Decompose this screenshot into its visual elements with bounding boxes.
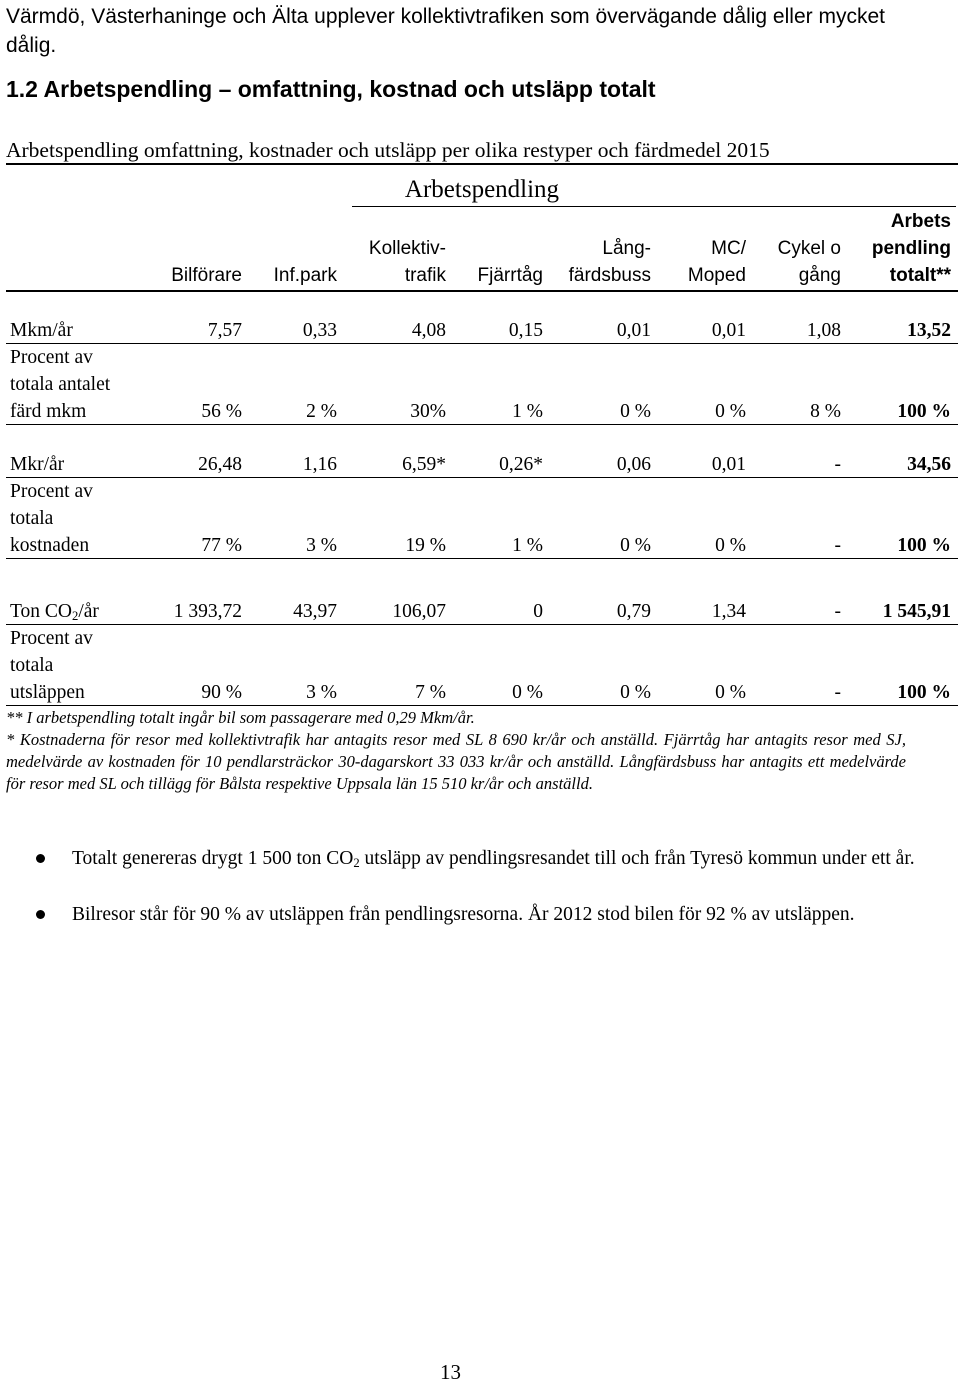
table-cell: 1,34 (711, 601, 746, 622)
header-divider (6, 290, 958, 292)
section-heading: 1.2 Arbetspendling – omfattning, kostnad och utsläpp totalt (6, 76, 656, 102)
row-label-subscript: 2 (72, 609, 79, 624)
group-header-divider (352, 206, 956, 207)
row-divider (6, 343, 958, 344)
table-cell: 90 % (201, 682, 242, 703)
row-label-procent-kostnaden: Procent av totala kostnaden (10, 481, 93, 556)
table-cell: 0,79 (616, 601, 651, 622)
table-cell: 8 % (810, 401, 841, 422)
table-cell: 77 % (201, 535, 242, 556)
bullet-text (36, 845, 916, 873)
page-number: 13 (440, 1360, 461, 1384)
table-cell: - (834, 601, 841, 622)
bullet-text-subscript: 2 (353, 856, 360, 871)
bullet-icon (36, 910, 45, 919)
table-cell: 1 % (512, 535, 543, 556)
column-header-mc-moped: MC/ Moped (687, 238, 746, 286)
column-header-infpark: Inf.park (273, 265, 337, 286)
table-cell-total: 1 545,91 (882, 601, 951, 622)
table-cell-total: 100 % (897, 535, 951, 556)
table-group-header: Arbetspendling (404, 176, 560, 203)
bullet-item (36, 845, 916, 873)
bullet-text (36, 901, 916, 929)
table-cell: 7,57 (207, 320, 242, 341)
row-divider (6, 705, 958, 706)
intro-text: Värmdö, Västerhaninge och Älta upplever kollektivtrafiken som övervägande dålig eller mycket dålig. (6, 5, 885, 57)
column-header-bilforare: Bilförare (171, 265, 242, 286)
table-cell: 56 % (201, 401, 242, 422)
table-cell: 4,08 (411, 320, 446, 341)
bullet-icon (36, 854, 45, 863)
table-cell: 1,16 (302, 454, 337, 475)
bullet-text-prefix: Bilresor står för 90 % av utsläppen från pendlingsresorna. År 2012 stod bilen för 92 % av utsläppen. (72, 904, 855, 925)
table-cell: 19 % (405, 535, 446, 556)
row-label-procent-utslappen: Procent av totala utsläppen (10, 628, 93, 703)
table-cell: 0 % (512, 682, 543, 703)
table-cell: 0 % (715, 535, 746, 556)
table-cell: 1,08 (806, 320, 841, 341)
row-label-prefix: Ton CO (10, 601, 73, 622)
table-cell: 30% (410, 401, 446, 422)
caption-divider (6, 163, 958, 165)
column-header-cykel-gang: Cykel o gång (777, 238, 841, 286)
table-cell: - (834, 682, 841, 703)
table-cell-total: 34,56 (907, 454, 951, 475)
table-cell: 0,06 (616, 454, 651, 475)
table-caption: Arbetspendling omfattning, kostnader och utsläpp per olika restyper och färdmedel 2015 (6, 138, 770, 162)
table-cell: 6,59* (402, 454, 446, 475)
row-label-mkr: Mkr/år (10, 454, 65, 475)
table-cell: 0 % (715, 401, 746, 422)
table-cell: 0,01 (711, 320, 746, 341)
column-header-arbetspendling-totalt: Arbets pendling totalt** (871, 211, 951, 286)
table-cell: 43,97 (293, 601, 337, 622)
row-label-ton-co2 (10, 598, 99, 625)
table-cell: 0 (533, 601, 543, 622)
footnote: ** I arbetspendling totalt ingår bil som passagerare med 0,29 Mkm/år. (6, 708, 475, 727)
table-cell: 0,01 (711, 454, 746, 475)
table-cell: 0,01 (616, 320, 651, 341)
table-footnotes (6, 707, 906, 795)
table-cell: 1 393,72 (173, 601, 242, 622)
table-cell: - (834, 535, 841, 556)
row-divider (6, 477, 958, 478)
table-cell: 0 % (715, 682, 746, 703)
table-cell: 0,33 (302, 320, 337, 341)
table-cell: - (834, 454, 841, 475)
row-divider (6, 624, 958, 625)
table-cell: 0 % (620, 682, 651, 703)
table-cell: 0 % (620, 535, 651, 556)
table-cell: 26,48 (198, 454, 242, 475)
bullet-item (36, 901, 916, 929)
row-divider (6, 558, 958, 559)
row-label-mkm: Mkm/år (10, 320, 73, 341)
row-label-suffix: /år (78, 601, 99, 622)
bullet-text-suffix: utsläpp av pendlingsresandet till och från Tyresö kommun under ett år. (359, 848, 915, 869)
column-header-langfardsbuss: Lång- färdsbuss (568, 238, 651, 286)
bullet-text-prefix: Totalt genereras drygt 1 500 ton CO (72, 848, 354, 869)
table-cell: 3 % (306, 682, 337, 703)
table-cell: 0 % (620, 401, 651, 422)
table-cell: 0,15 (508, 320, 543, 341)
column-header-fjarrtag: Fjärrtåg (477, 265, 543, 286)
table-cell: 7 % (415, 682, 446, 703)
table-cell: 2 % (306, 401, 337, 422)
table-cell: 1 % (512, 401, 543, 422)
footnote: * Kostnaderna för resor med kollektivtrafik har antagits resor med SL 8 690 kr/år och anställd. Fjärrtåg har antagits resor med SJ, medelvärde av kostnaden för 10 pendlarsträckor 30-dagarskort 33 033 kr/år och anställd. Långfärdsbuss har antagits ett medelvärde för resor med SL och tillägg för Bålsta respektive Uppsala län 15 510 kr/år och anställd. (6, 730, 906, 793)
table-cell-total: 100 % (897, 401, 951, 422)
table-cell: 3 % (306, 535, 337, 556)
table-cell-total: 100 % (897, 682, 951, 703)
table-cell-total: 13,52 (907, 320, 951, 341)
row-label-procent-antalet: Procent av totala antalet färd mkm (10, 347, 111, 422)
row-divider (6, 424, 958, 425)
table-cell: 0,26* (499, 454, 543, 475)
table-cell: 106,07 (392, 601, 446, 622)
column-header-kollektivtrafik: Kollektiv- trafik (368, 238, 446, 286)
